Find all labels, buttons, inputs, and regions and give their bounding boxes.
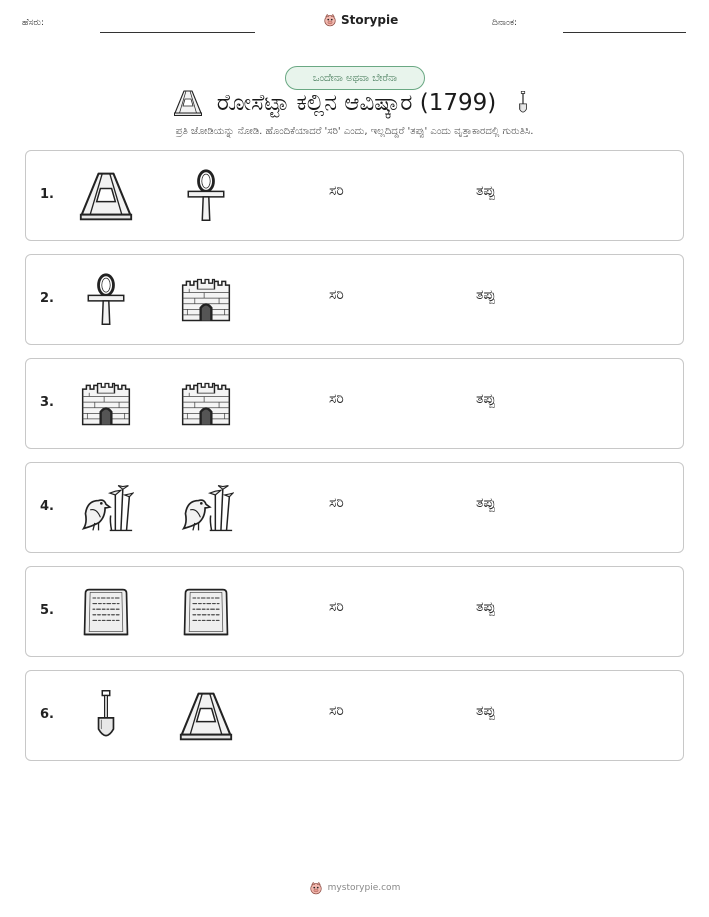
question-row xyxy=(25,566,684,657)
brand-name: Storypie xyxy=(341,13,399,27)
question-number: 6. xyxy=(40,707,54,722)
footer xyxy=(0,881,709,895)
instructions: ಪ್ರತಿ ಜೋಡಿಯನ್ನು ನೋಡಿ. ಹೊಂದಿಕೆಯಾದರೆ 'ಸರಿ' ಎಂದು, ಇಲ್ಲದಿದ್ದರೆ 'ತಪ್ಪು' ಎಂದು ವೃತ್ತಾಕಾರದಲ್ಲಿ ಗುರುತಿಸಿ. xyxy=(175,126,534,137)
name-field[interactable] xyxy=(100,32,255,33)
question-number: 2. xyxy=(40,291,54,306)
correct-option[interactable]: ಸರಿ xyxy=(329,703,344,719)
date-label: ದಿನಾಂಕ: xyxy=(492,18,518,28)
shovel-icon xyxy=(78,688,134,744)
pyramid-icon xyxy=(173,88,203,118)
correct-option[interactable]: ಸರಿ xyxy=(329,599,344,615)
question-number: 1. xyxy=(40,187,54,202)
wrong-option[interactable]: ತಪ್ಪು xyxy=(476,287,496,303)
footer-url[interactable]: mystorypie.com xyxy=(327,883,401,893)
question-row xyxy=(25,670,684,761)
correct-option[interactable]: ಸರಿ xyxy=(329,391,344,407)
activity-badge: ಒಂದೇನಾ ಅಥವಾ ಬೇರೆನಾ xyxy=(285,66,425,90)
question-row xyxy=(25,254,684,345)
question-row xyxy=(25,462,684,553)
shovel-icon xyxy=(510,88,536,118)
rosetta-stone-icon xyxy=(178,584,234,640)
wrong-option[interactable]: ತಪ್ಪು xyxy=(476,599,496,615)
name-label: ಹೆಸರು: xyxy=(22,18,45,28)
wrong-option[interactable]: ತಪ್ಪು xyxy=(476,495,496,511)
wrong-option[interactable]: ತಪ್ಪು xyxy=(476,183,496,199)
correct-option[interactable]: ಸರಿ xyxy=(329,183,344,199)
rosetta-stone-icon xyxy=(78,584,134,640)
fortress-icon xyxy=(78,376,134,432)
question-row xyxy=(25,150,684,241)
title-row xyxy=(0,88,709,118)
fortress-icon xyxy=(178,272,234,328)
ankh-icon xyxy=(78,272,134,328)
question-number: 3. xyxy=(40,395,54,410)
bird-papyrus-icon xyxy=(178,480,234,536)
question-row xyxy=(25,358,684,449)
fortress-icon xyxy=(178,376,234,432)
wrong-option[interactable]: ತಪ್ಪು xyxy=(476,703,496,719)
ankh-icon xyxy=(178,168,234,224)
bird-papyrus-icon xyxy=(78,480,134,536)
storypie-mascot-icon xyxy=(323,13,337,27)
page-title: ರೋಸೆಟ್ಟಾ ಕಲ್ಲಿನ ಆವಿಷ್ಕಾರ (1799) xyxy=(216,90,497,116)
question-number: 4. xyxy=(40,499,54,514)
pyramid-icon xyxy=(78,168,134,224)
pyramid-icon xyxy=(178,688,234,744)
brand-logo xyxy=(323,13,398,27)
date-field[interactable] xyxy=(563,32,686,33)
storypie-mascot-icon xyxy=(309,881,323,895)
question-number: 5. xyxy=(40,603,54,618)
correct-option[interactable]: ಸರಿ xyxy=(329,495,344,511)
correct-option[interactable]: ಸರಿ xyxy=(329,287,344,303)
wrong-option[interactable]: ತಪ್ಪು xyxy=(476,391,496,407)
